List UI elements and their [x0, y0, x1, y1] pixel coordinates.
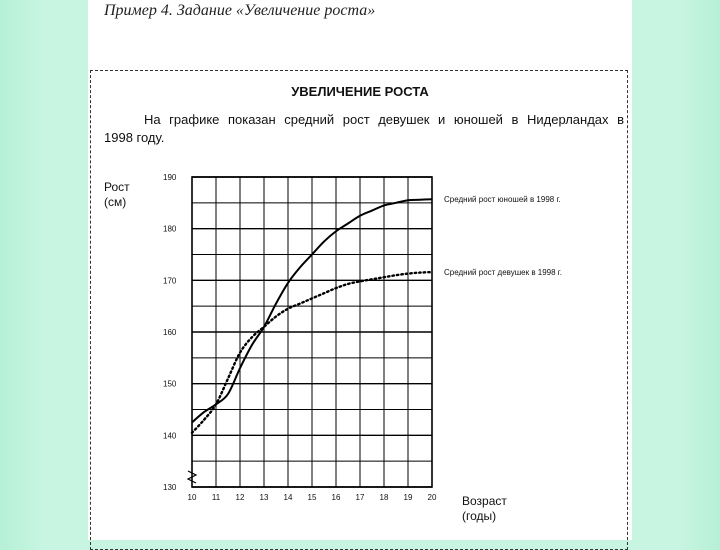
- y-tick-label: 140: [163, 431, 177, 441]
- task-text-line2: 1998 году.: [104, 130, 165, 145]
- x-tick-label: 19: [403, 493, 413, 502]
- x-axis-label-line2: (годы): [462, 509, 497, 523]
- y-tick-label: 160: [163, 328, 177, 337]
- x-tick-label: 10: [187, 493, 197, 502]
- y-axis-label-line1: Рост: [104, 180, 130, 194]
- slide-heading: Пример 4. Задание «Увеличение роста»: [104, 2, 376, 19]
- x-tick-label: 20: [427, 493, 437, 502]
- series-label-boys: Средний рост юношей в 1998 г.: [444, 195, 561, 205]
- y-tick-label: 130: [163, 483, 177, 492]
- y-tick-label: 150: [163, 379, 177, 389]
- x-tick-label: 13: [259, 493, 269, 502]
- x-tick-label: 14: [283, 493, 293, 502]
- task-title: УВЕЛИЧЕНИЕ РОСТА: [291, 84, 429, 99]
- x-tick-label: 12: [235, 493, 245, 502]
- axis-break-mark: [188, 471, 196, 483]
- x-tick-label: 18: [379, 493, 389, 502]
- y-tick-label: 190: [163, 173, 177, 182]
- x-axis-label-line1: Возраст: [462, 494, 507, 508]
- x-tick-label: 11: [211, 493, 221, 502]
- x-tick-label: 15: [307, 493, 317, 502]
- y-axis-label-line2: (см): [104, 195, 127, 209]
- task-text-line1: На графике показан средний рост девушек и юношей в Нидерландах в: [144, 112, 624, 127]
- y-tick-label: 170: [163, 276, 177, 286]
- series-label-girls: Средний рост девушек в 1998 г.: [444, 268, 562, 278]
- x-tick-label: 16: [331, 493, 341, 502]
- y-tick-label: 180: [163, 224, 177, 234]
- x-tick-label: 17: [355, 493, 365, 502]
